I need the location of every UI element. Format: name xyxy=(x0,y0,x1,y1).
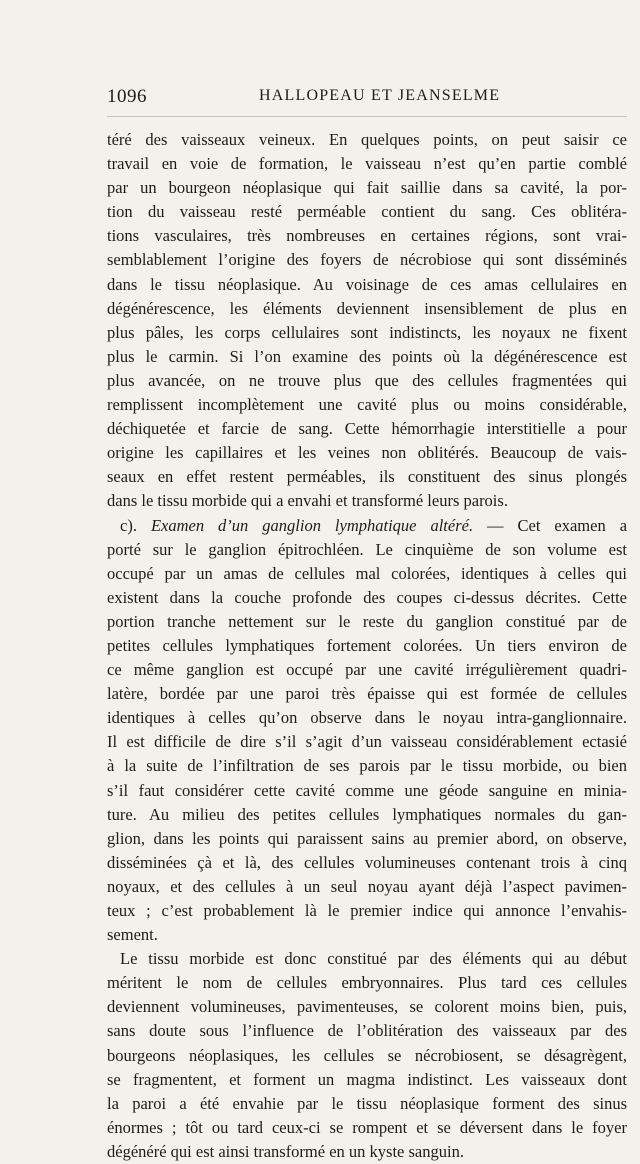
text-line: existent dans la couche profonde des coupes ci-dessus décrites. Cette xyxy=(107,587,627,607)
text-line: origine les capillaires et les veines non oblitérés. Beaucoup de vais- xyxy=(107,443,627,463)
text-line: plus le carmin. Si l’on examine des points où la dégénérescence est xyxy=(107,346,627,366)
text-line: tions vasculaires, très nombreuses en certaines régions, sont vrai- xyxy=(107,226,627,246)
text-line: dans le tissu néoplasique. Au voisinage de ces amas cellulaires en xyxy=(107,274,627,294)
text-line: seaux en effet restent perméables, ils constituent des sinus plongés xyxy=(107,467,627,487)
text-line: sans doute sous l’influence de l’oblitération des vaisseaux par des xyxy=(107,1021,627,1041)
text-line: glion, dans les points qui paraissent sains au premier abord, on observe, xyxy=(107,828,627,848)
section-title: Examen d’un ganglion lymphatique altéré. xyxy=(150,515,474,535)
text-line: sement. xyxy=(107,925,158,945)
text-line: ture. Au milieu des petites cellules lymphatiques normales du gan- xyxy=(107,804,627,824)
text-line: bourgeons néoplasiques, les cellules se nécrobiosent, se désagrègent, xyxy=(107,1045,627,1065)
text-line: travail en voie de formation, le vaisseau n’est qu’en partie comblé xyxy=(107,154,627,174)
section-first-line-rest: — Cet examen a xyxy=(473,515,628,535)
text-line: deviennent volumineuses, pavimenteuses, se colorent moins bien, puis, xyxy=(107,997,627,1017)
text-line: dégénérescence, les éléments deviennent insensiblement de plus en xyxy=(107,298,627,318)
text-line: semblablement l’origine des foyers de nécrobiose qui sont disséminés xyxy=(107,250,627,270)
text-line: déchiquetée et farcie de sang. Cette hémorrhagie interstitielle a pour xyxy=(107,419,627,439)
text-line: plus avancée, on ne trouve plus que des cellules fragmentées qui xyxy=(107,370,627,390)
text-line: tion du vaisseau resté perméable contient du sang. Ces oblitéra- xyxy=(107,202,627,222)
section-c-heading-line xyxy=(107,514,627,538)
text-line: remplissent incomplètement une cavité plus ou moins considérable, xyxy=(107,395,627,415)
text-line: téré des vaisseaux veineux. En quelques points, on peut saisir ce xyxy=(107,130,627,149)
text-line: se fragmentent, et forment un magma indistinct. Les vaisseaux dont xyxy=(107,1069,627,1089)
header-rule xyxy=(107,116,627,117)
text-line: latère, bordée par une paroi très épaisse qui est formée de cellules xyxy=(107,684,627,704)
text-line: dans le tissu morbide qui a envahi et transformé leurs parois. xyxy=(107,491,508,511)
paragraph-2 xyxy=(107,514,627,948)
running-head: HALLOPEAU ET JEANSELME xyxy=(259,87,501,104)
text-line: occupé par un amas de cellules mal colorées, identiques à celles qui xyxy=(107,563,627,583)
text-line: petites cellules lymphatiques fortement colorées. Un tiers environ de xyxy=(107,635,627,655)
text-line: Il est difficile de dire s’il s’agit d’un vaisseau considérablement ectasié xyxy=(107,732,627,752)
text-line: méritent le nom de cellules embryonnaires. Plus tard ces cellules xyxy=(107,973,627,993)
text-line: noyaux, et des cellules à un seul noyau ayant déjà l’aspect pavimen- xyxy=(107,876,627,896)
text-line: ce même ganglion est occupé par une cavité irrégulièrement quadri- xyxy=(107,660,627,680)
text-line: plus pâles, les corps cellulaires sont indistincts, les noyaux ne fixent xyxy=(107,322,627,342)
paragraph-3 xyxy=(107,947,627,1164)
text-line: dégénéré qui est ainsi transformé en un kyste sanguin. xyxy=(107,1141,464,1161)
text-line: disséminées çà et là, des cellules volumineuses contenant trois à cinq xyxy=(107,852,627,872)
body-text xyxy=(107,128,627,1164)
section-label: c). xyxy=(120,515,137,535)
text-line: portion tranche nettement sur le reste du ganglion constitué par de xyxy=(107,611,627,631)
text-line: porté sur le ganglion épitrochléen. Le cinquième de son volume est xyxy=(107,539,627,559)
text-line: Le tissu morbide est donc constitué par des éléments qui au début xyxy=(120,949,627,969)
text-line: teux ; c’est probablement là le premier indice qui annonce l’envahis- xyxy=(107,901,627,920)
text-line: identiques à celles qu’on observe dans le noyau intra-ganglionnaire. xyxy=(107,708,627,728)
page-number: 1096 xyxy=(107,86,147,107)
text-line: s’il faut considérer cette cavité comme une géode sanguine en minia- xyxy=(107,780,627,800)
text-line: la paroi a été envahie par le tissu néoplasique forment des sinus xyxy=(107,1093,627,1113)
page-header xyxy=(107,86,627,108)
text-line: à la suite de l’infiltration de ses parois par le tissu morbide, ou bien xyxy=(107,756,627,776)
paragraph-1 xyxy=(107,128,627,514)
text-line: par un bourgeon néoplasique qui fait saillie dans sa cavité, la por- xyxy=(107,178,627,198)
text-line: énormes ; tôt ou tard ceux-ci se rompent et se déversent dans le foyer xyxy=(107,1117,627,1137)
